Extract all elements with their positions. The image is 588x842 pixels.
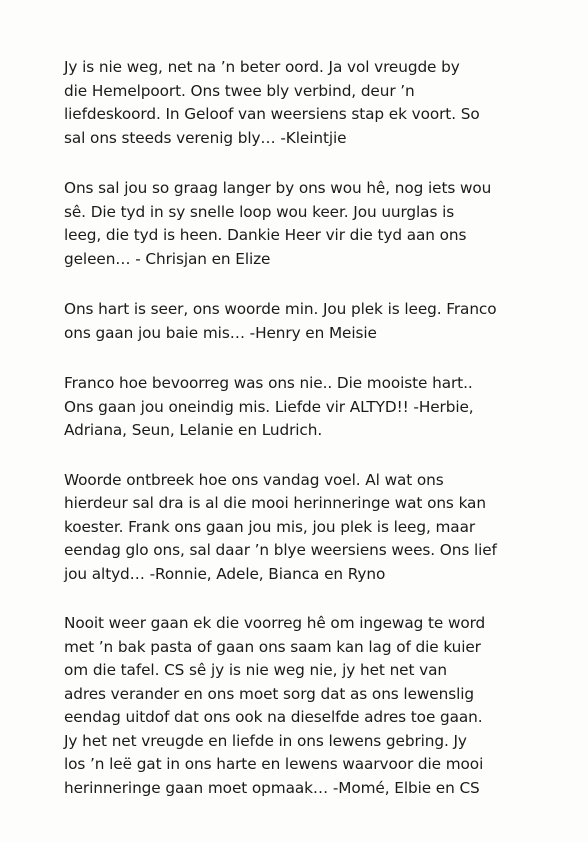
text-line: die Hemelpoort. Ons twee bly verbind, deur ’n <box>64 81 415 100</box>
text-line: Adriana, Seun, Lelanie en Ludrich. <box>64 421 323 439</box>
text-line: sal ons steeds verenig bly… -Kleintjie <box>64 128 347 147</box>
tribute-paragraph-ronnie-family <box>64 469 564 587</box>
text-line: geleen… - Chrisjan en Elize <box>64 249 271 268</box>
text-line: herinneringe gaan moet opmaak… -Momé, Elbie en CS <box>64 778 480 797</box>
text-line: sê. Die tyd in sy snelle loop wou keer. Jou uurglas is <box>64 202 455 221</box>
tribute-paragraph-herbie-family <box>64 372 564 443</box>
tribute-paragraph-chrisjan-elize <box>64 177 564 271</box>
text-line: eendag glo ons, sal daar ’n blye weersiens wees. Ons lief <box>64 541 497 559</box>
text-line: Franco hoe bevoorreg was ons nie.. Die mooiste hart.. <box>64 374 473 392</box>
tribute-paragraph-mome-elbie-cs <box>64 612 564 800</box>
text-line: adres verander en ons moet sorg dat as ons lewenslig <box>64 684 474 703</box>
text-line: Ons sal jou so graag langer by ons wou hê, nog iets wou <box>64 179 492 197</box>
text-line: Jy het net vreugde en liefde in ons lewens gebring. Jy <box>64 731 467 750</box>
text-line: leeg, die tyd is heen. Dankie Heer vir die tyd aan ons <box>64 226 467 244</box>
text-line: hierdeur sal dra is al die mooi herinneringe wat ons kan <box>64 494 486 512</box>
text-line: om die tafel. CS sê jy is nie weg nie, jy het net van <box>64 661 447 679</box>
text-line: los ’n leë gat in ons harte en lewens waarvoor die mooi <box>64 755 484 773</box>
text-line: eendag uitdof dat ons ook na dieselfde adres toe gaan. <box>64 708 483 726</box>
text-line: ons gaan jou baie mis… -Henry en Meisie <box>64 323 377 342</box>
tribute-paragraph-kleintjie <box>64 56 564 150</box>
text-line: Ons hart is seer, ons woorde min. Jou plek is leeg. Franco <box>64 300 497 318</box>
text-line: Jy is nie weg, net na ’n beter oord. Ja vol vreugde by <box>64 58 460 76</box>
text-line: Ons gaan jou oneindig mis. Liefde vir ALTYD!! -Herbie, <box>64 397 474 416</box>
text-line: Nooit weer gaan ek die voorreg hê om ingewag te word <box>64 614 486 632</box>
tribute-paragraph-henry-meisie <box>64 298 564 345</box>
text-line: met ’n bak pasta of gaan ons saam kan lag of die kuier <box>64 637 481 656</box>
text-line: jou altyd… -Ronnie, Adele, Bianca en Ryno <box>64 564 386 583</box>
text-line: liefdeskoord. In Geloof van weersiens stap ek voort. So <box>64 105 480 123</box>
tribute-messages <box>64 56 564 827</box>
text-line: Woorde ontbreek hoe ons vandag voel. Al wat ons <box>64 470 444 489</box>
text-line: koester. Frank ons gaan jou mis, jou plek is leeg, maar <box>64 517 476 536</box>
